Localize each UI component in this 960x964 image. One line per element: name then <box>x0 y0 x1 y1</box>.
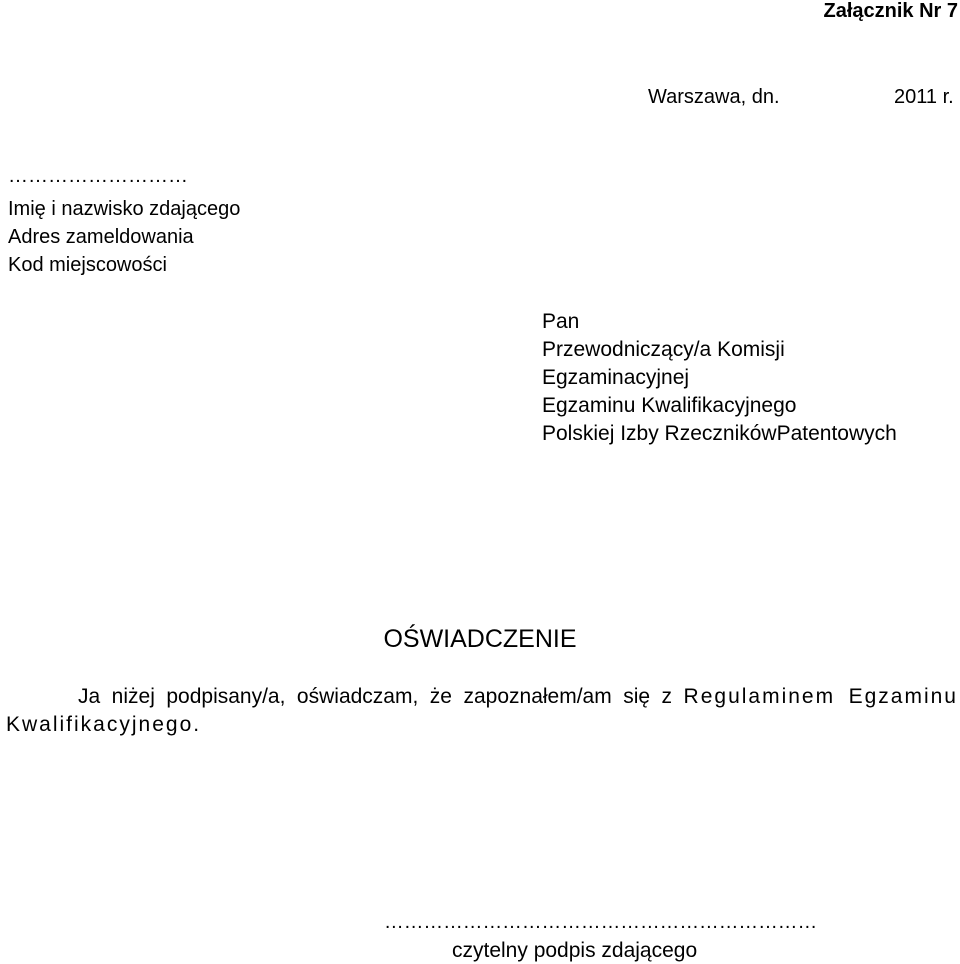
recipient-line: Polskiej Izby RzecznikówPatentowych <box>542 422 897 445</box>
signature-caption: czytelny podpis zdającego <box>452 939 698 962</box>
recipient-line: Egzaminu Kwalifikacyjnego <box>542 394 797 417</box>
attachment-number: Załącznik Nr 7 <box>823 0 958 22</box>
declaration-title: OŚWIADCZENIE <box>383 625 577 653</box>
place-and-date-label: Warszawa, dn. <box>648 86 780 108</box>
year-label: 2011 r. <box>894 86 954 108</box>
declaration-text-main: Ja niżej podpisany/a, oświadczam, że zapoznałem/am się z <box>78 685 673 708</box>
recipient-line: Egzaminacyjnej <box>542 366 690 389</box>
sender-name-label: Imię i nazwisko zdającego <box>8 198 241 220</box>
recipient-line: Pan <box>542 310 580 333</box>
sender-address-label: Adres zameldowania <box>8 226 194 248</box>
declaration-text <box>6 683 958 739</box>
recipient-line: Przewodniczący/a Komisji <box>542 338 785 361</box>
sender-fill-line: ……………………… <box>8 165 188 187</box>
recipient-address-block <box>542 308 897 448</box>
sender-locality-code-label: Kod miejscowości <box>8 254 167 276</box>
signature-fill-line: ………………………………………………………… <box>384 911 818 933</box>
declaration-text-regulation-name: Regulaminem Egzaminu Kwalifikacyjnego. <box>6 685 958 736</box>
sender-block <box>8 195 240 279</box>
